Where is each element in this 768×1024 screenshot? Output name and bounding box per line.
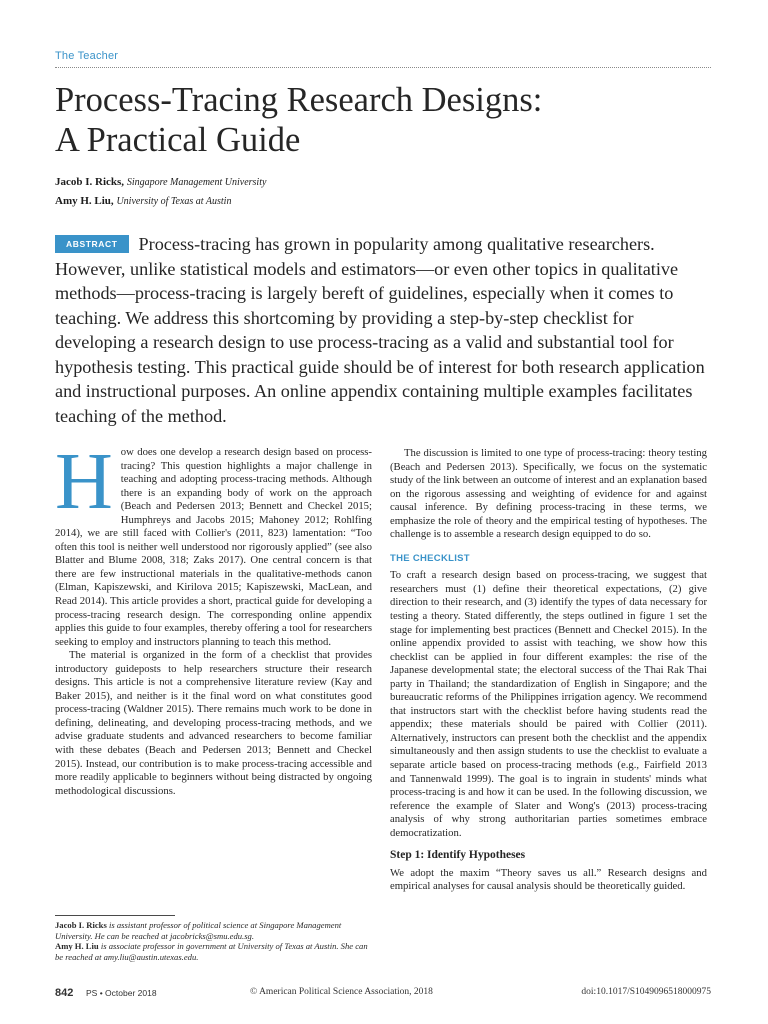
title-line-2: A Practical Guide bbox=[55, 121, 301, 159]
body-paragraph: We adopt the maxim “Theory saves us all.” Research designs and empirical analyses for causal analysis should be theoretically guided. bbox=[390, 866, 707, 893]
paragraph-text: ow does one develop a research design based on process-tracing? This question highlights a major challenge in teaching and adopting process-tracing methods. Although there is an expanding body of work on the approach (Beach and Pedersen 2013; Bennett and Checkel 2015; Humphreys and Jacobs 2015; Mahoney 2012; Rohlfing 2014), we are still faced with Collier's (2011, 823) lamentation: “Too often this tool is neither well understood nor rigorously applied” (see also Blatter and Blume 2008, 318; Zaks 2017). One central concern is that there are few instructional materials in the qualitative-methods canon (Elman, Kapiszewski, and Kirilova 2015; Kapiszewski, MacLean, and Read 2014). This article provides a short, practical guide for developing a process-tracing research design. The corresponding online appendix applies this guide to four examples, thereby offering a tool for researchers seeking to employ and instructors planning to teach this method. bbox=[55, 446, 372, 648]
footnote-name: Amy H. Liu bbox=[55, 941, 99, 952]
footnote-name: Jacob I. Ricks bbox=[55, 920, 107, 930]
footnote-text: is associate professor in government at University of Texas at Austin. She can be reached at amy.liu@austin.utexas.edu. bbox=[55, 941, 368, 962]
footnote bbox=[55, 920, 372, 941]
footnote bbox=[55, 941, 372, 962]
footnote-text: is assistant professor of political science at Singapore Management University. He can be reached at jacobricks@smu.edu.sg. bbox=[55, 920, 342, 941]
drop-cap: H bbox=[55, 438, 113, 526]
author-footnotes bbox=[55, 920, 372, 962]
section-label: The Teacher bbox=[55, 50, 119, 62]
abstract-badge: ABSTRACT bbox=[55, 235, 129, 253]
author-name: Amy H. Liu, bbox=[55, 195, 114, 207]
footnote-divider bbox=[55, 915, 175, 916]
doi: doi:10.1017/S1049096518000975 bbox=[581, 987, 711, 997]
body-paragraph: To craft a research design based on process-tracing, we suggest that researchers must (1) define their theoretical expectations, (2) give direction to their research, and (3) identify the types of data necessary for testing a theory. Stated differently, the steps outlined in figure 1 set the stage for implementing best practices (Bennett and Checkel 2015). In the online appendix provided to assist with teaching, we show how this checklist can be applied in four different examples: the rise of the Japanese developmental state; the electoral success of the Thai Rak Thai party in Thailand; the standardization of English in Singapore; and the bureaucratic reforms of the Philippines irrigation agency. We recommend that instructors start with the checklist before having students read the appendix; these materials should be paired with Collier (2011). Alternatively, instructors can present both the checklist and the appendix simultaneously and then assign students to use the checklist to evaluate a separate article based on process-tracing methods (e.g., Fairfield 2013 and Tannenwald 1999). The goal is to ingrain in students' minds what process-tracing is and how it can be used. In the following discussion, we reference the example of Slater and Wong's (2013) process-tracing analysis of why strong authoritarian parties sometimes embrace democratization. bbox=[390, 569, 707, 839]
section-heading-checklist: THE CHECKLIST bbox=[390, 552, 470, 564]
body-column-left bbox=[55, 438, 372, 798]
title-line-1: Process-Tracing Research Designs: bbox=[55, 81, 543, 119]
body-paragraph: The discussion is limited to one type of process-tracing: theory testing (Beach and Pedersen 2013). Specifically, we focus on the systematic study of the link between an outcome of interest and an explanation based on the rigorous assessing and weighting of evidence for and against causal inference. By defining process-tracing in these terms, we emphasize the role of theory and the empirical testing of hypotheses. The challenge is to assemble a research design equipped to do so. bbox=[390, 447, 707, 541]
author-name: Jacob I. Ricks, bbox=[55, 176, 125, 188]
page-number: 842 bbox=[55, 987, 74, 999]
copyright: © American Political Science Association, 2018 bbox=[250, 987, 433, 997]
article-title bbox=[55, 80, 715, 160]
author-affiliation: Singapore Management University bbox=[126, 177, 267, 188]
author-list bbox=[55, 173, 266, 211]
body-paragraph: The material is organized in the form of a checklist that provides introductory guideposts to help researchers structure their research designs. This article is not a comprehensive literature review (Kay and Baker 2015), and neither is it the final word on what constitutes good process-tracing (Waldner 2015). There remains much work to be done in defining, delineating, and developing process-tracing methods, and we advise graduate students and advanced researchers to become familiar with these debates (Beach and Pedersen 2013; Bennett and Checkel 2015). Instead, our contribution is to make process-tracing accessible and more readily applicable to beginners without being distracted by ongoing methodological discussions. bbox=[55, 649, 372, 797]
abstract-text: Process-tracing has grown in popularity among qualitative researchers. However, unlike statistical models and estimators—or even other topics in qualitative methods—process-tracing is largely bereft of guidelines, especially when it comes to teaching. We address this shortcoming by providing a step-by-step checklist for developing a research design to use process-tracing as a valid and substantial tool for hypothesis testing. This practical guide should be of interest for both research application and instructional purposes. An online appendix containing multiple examples facilitates teaching of the method. bbox=[55, 234, 705, 426]
body-column-right bbox=[390, 447, 707, 894]
author-entry bbox=[55, 173, 266, 192]
step-heading: Step 1: Identify Hypotheses bbox=[390, 849, 526, 862]
author-affiliation: University of Texas at Austin bbox=[116, 196, 232, 207]
journal-issue: PS • October 2018 bbox=[86, 988, 157, 998]
body-paragraph bbox=[55, 438, 372, 649]
top-divider bbox=[55, 67, 711, 68]
page-footer bbox=[55, 987, 711, 1001]
abstract bbox=[55, 232, 710, 428]
author-entry bbox=[55, 192, 266, 211]
